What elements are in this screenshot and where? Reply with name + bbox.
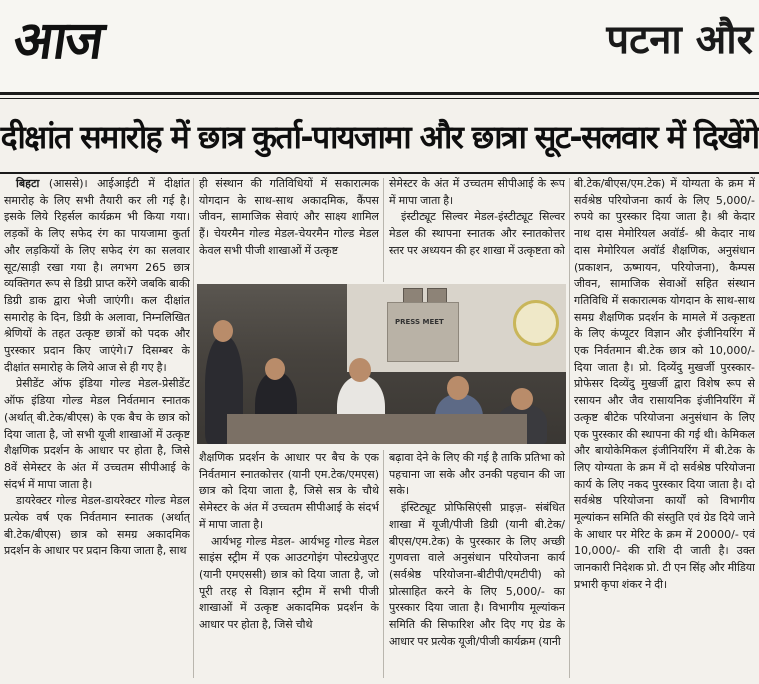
headline: दीक्षांत समारोह में छात्र कुर्ता-पायजामा और छात्रा सूट-सलवार में दिखेंगे [0,118,759,156]
article-column-2-bottom [199,450,379,684]
top-rule-thin [0,98,759,99]
edition-title: पटना और [606,17,753,63]
dateline: बिहटा [16,177,40,190]
column-divider [569,178,570,678]
press-meet-banner [387,302,459,362]
top-rule [0,92,759,95]
paragraph-awards: बी.टेक/बीएस/एम.टेक) में योग्यता के क्रम में सर्वश्रेष्ठ परियोजना कार्य के लिए 5,000/- रुपये का पुरस्कार दिया जाता है। श्री केदार नाथ दास मेमोरियल अवॉर्ड- श्री केदार नाथ दास मेमोरियल अवॉर्ड शैक्षणिक, अनुसंधान (प्रकाशन, ऊष्मायन, परियोजना), कैम्पस जीवन, सामाजिक सेवाओं सहित संस्थान गतिविधि में सकारात्मक योगदान के साथ-साथ समग्र शैक्षणिक प्रदर्शन के मामले में उत्कृष्टता के लिए कंप्यूटर विज्ञान और इंजीनियरिंग में एक निर्वतमान बी.टेक छात्र को 10,000/- दिया जाता है। प्रो. दिव्येंदु मुखर्जी पुरस्कार- प्रोफेसर दिव्येंदु मुखर्जी द्वारा विशेष रूप से रसायन और जैव रासायनिक इंजीनियरिंग में उत्कृष्ट बीटेक परियोजना अनुसंधान के लिए एक पुरस्कार की स्थापना की गई थी। केमिकल और बायोकेमिकल इंजीनियरिंग में बी.टेक के लिए योग्यता के क्रम में दो सर्वश्रेष्ठ परियोजना कार्य के लिए नकद पुरस्कार दिया जाता है। दो सर्वश्रेष्ठ परियोजना कार्यों को विभागीय मूल्यांकन समिति की संस्तुति एवं ग्रेड दिये जाने के आधार पर मेरिट के क्रम में 20000/- एवं 10,000/- की राशि दी जाती है। उक्त जानकारी निदेशक प्रो. टी एन सिंह और मीडिया प्रभारी कृपा शंकर ने दी। [574,177,755,591]
dateline-source: (आससे) [48,177,84,190]
press-meet-banner-text: PRESS MEET [395,318,444,326]
paragraph-proficiency-prize: इंस्टिट्यूट प्रोफिसिएंसी प्राइज़- संबंधित शाखा में यूजी/पीजी डिग्री (यानी बी.टेक/बीएस/एम.टेक) के पुरस्कार के लिए अच्छी गुणवत्ता वाले अनुसंधान परियोजना कार्य (सर्वश्रेष्ठ परियोजना-बीटीपी/एमटीपी) को प्रोत्साहित करने के लिए 5,000/- का पुरस्कार दिया जाता है। विभागीय मूल्यांकन समिति की सिफारिश और दिए गए ग्रेड के आधार पर प्रत्येक यूजी/पीजी कार्यक्रम (यानी [389,501,565,648]
paragraph-president-medal: प्रेसीडेंट ऑफ इंडिया गोल्ड मेडल-प्रेसीडेंट ऑफ इंडिया गोल्ड मेडल निर्वतमान स्नातक (अर्थात् बी.टेक/बीएस) के एक बैच के छात्र को दिया जाता है, जो सभी यूजी शाखाओं में उत्कृष्ट शैक्षणिक प्रदर्शन के आधार पर होता है, जिसे 8वें सेमेस्टर के अंत में उच्चतम सीपीआई के संदर्भ में मापा जाता है। [4,377,190,491]
article-column-3-top [389,176,565,280]
institute-emblem [513,300,559,346]
paragraph-chairman-medal: ही संस्थान की गतिविधियों में सकारात्मक योगदान के साथ-साथ अकादमिक, कैंपस जीवन, सामाजिक सेवाएं और साक्ष्य शामिल हैं। चेयरमैन गोल्ड मेडल-चेयरमैन गोल्ड मेडल केवल सभी पीजी शाखाओं में उत्कृष्ट [199,177,379,257]
paragraph-director-medal: डायरेक्टर गोल्ड मेडल-डायरेक्टर गोल्ड मेडल प्रत्येक वर्ष एक निर्वतमान स्नातक (अर्थात् बी.टेक/बीएस) छात्र को समग्र अकादमिक प्रदर्शन के आधार पर प्रदान किया जाता है, साथ [4,494,190,558]
paragraph-cpi: सेमेस्टर के अंत में उच्चतम सीपीआई के रूप में मापा जाता है। [389,177,565,207]
column-divider [193,178,194,678]
article-column-3-bottom [389,450,565,684]
article-column-1 [4,176,190,684]
newspaper-logo: आज [9,10,107,71]
press-meet-photo [197,284,566,444]
headline-rule [0,172,759,174]
column-divider [383,178,384,282]
masthead [0,0,759,92]
paragraph-aryabhatta-medal: आर्यभट्ट गोल्ड मेडल- आर्यभट्ट गोल्ड मेडल साइंस स्ट्रीम में एक आउटगोइंग पोस्टग्रेजुएट (यानी एमएससी) छात्र को दिया जाता है, जो पूरी तरह से विज्ञान स्ट्रीम में सभी पीजी शाखाओं में उत्कृष्ट अकादमिक प्रदर्शन के आधार पर होता है, जिसे चौथे [199,534,379,632]
paragraph-intro: । आईआईटी में दीक्षांत समारोह के लिए सभी तैयारी कर ली गई है। इसके लिये रिहर्सल कार्यक्रम भी किया गया। लड़कों के लिए सफेद रंग का पायजामा कुर्ता और लड़कियों के लिए सफेद रंग का सलवार सूट/साड़ी रखा गया है। लगभग 265 छात्र व्यक्तिगत रूप से डिग्री प्राप्त करेंगे जबकि बाकी डिग्री डाक द्वारा भेजी जाएंगी। कल दीक्षांत समारोह के दिन, डिग्री के अलावा, निम्नलिखित श्रेणियों के तहत उत्कृष्ट छात्रों को पदक और पुरस्कार प्रदान किए जाएंगे।7 दिसम्बर के दीक्षांत समारोह के लिये आज से ही गए है। [4,177,190,374]
paragraph-silver-medal: इंस्टीट्यूट सिल्वर मेडल-इंस्टीट्यूट सिल्वर मेडल की स्थापना स्नातक और स्नातकोत्तर स्तर पर अध्ययन की हर शाखा में उत्कृष्टता को [389,210,565,257]
paragraph-chairman-medal-cont: शैक्षणिक प्रदर्शन के आधार पर बैच के एक निर्वतमान स्नातकोत्तर (यानी एम.टेक/एमएस) छात्र को दिया जाता है, जिसे सत्र के चौथे सेमेस्टर के अंत में उच्चतम सीपीआई के संदर्भ में मापा जाता है। [199,451,379,531]
column-divider [383,450,384,678]
paragraph-silver-medal-cont: बढ़ावा देने के लिए की गई है ताकि प्रतिभा को पहचाना जा सके और उनकी पहचान की जा सके। [389,451,565,498]
article-column-4 [574,176,755,684]
article-column-2-top [199,176,379,280]
